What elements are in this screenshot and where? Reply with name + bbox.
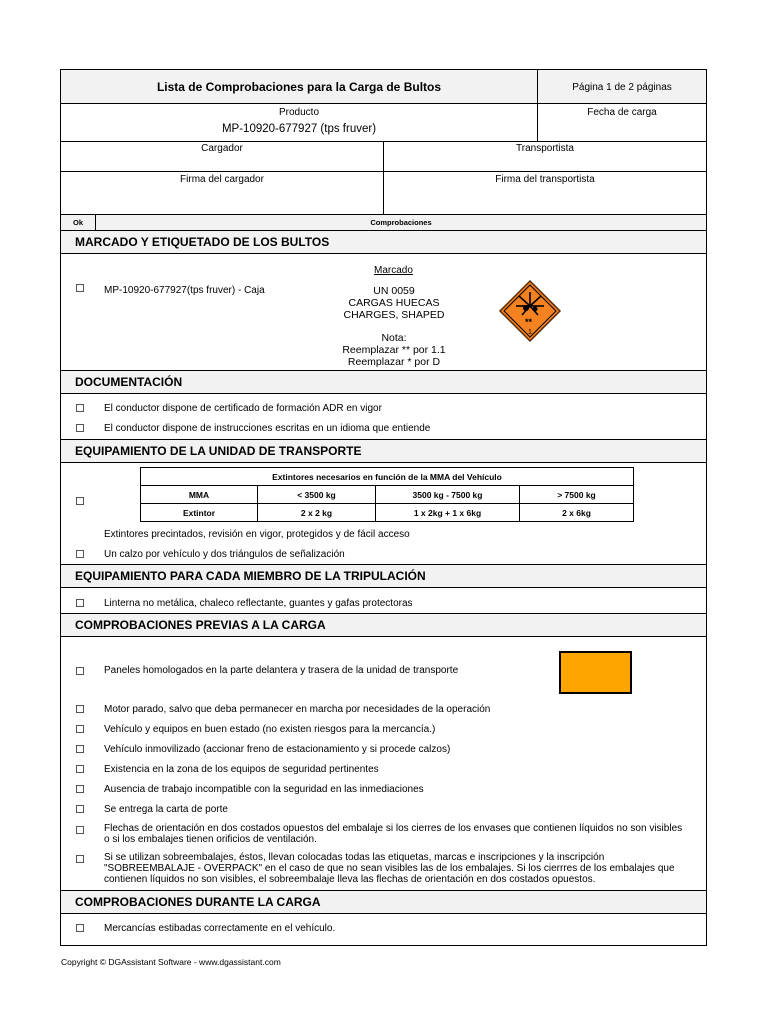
label-division-symbol: ** <box>525 317 533 327</box>
crew-item-1: Linterna no metálica, chaleco reflectante, guantes y gafas protectoras <box>104 598 413 609</box>
divider <box>61 462 706 463</box>
extinguisher-table-title: Extintores necesarios en función de la MMA del Vehículo <box>141 468 634 486</box>
pre-load-item-6: Ausencia de trabajo incompatible con la seguridad en las inmediaciones <box>104 784 424 795</box>
checkbox-pre-load-7[interactable] <box>76 805 84 813</box>
ok-column-header: Ok <box>73 218 84 227</box>
pre-load-item-3: Vehículo y equipos en buen estado (no existen riesgos para la mercancía.) <box>104 724 436 735</box>
section-title-pre-load: COMPROBACIONES PREVIAS A LA CARGA <box>75 618 326 632</box>
section-title-equipment-unit: EQUIPAMIENTO DE LA UNIDAD DE TRANSPORTE <box>75 444 362 458</box>
checkbox-marking[interactable] <box>76 284 84 292</box>
marcado-label: Marcado <box>374 265 413 276</box>
section-title-during-load: COMPROBACIONES DURANTE LA CARGA <box>75 895 321 909</box>
divider <box>61 171 706 172</box>
carrier-signature-label: Firma del transportista <box>495 174 595 185</box>
checkbox-pre-load-9[interactable] <box>76 855 84 863</box>
checks-column-header: Comprobaciones <box>370 218 432 227</box>
pre-load-item-1: Paneles homologados en la parte delantera y trasera de la unidad de transporte <box>104 665 459 676</box>
extinguisher-table <box>140 467 634 522</box>
checkbox-pre-load-6[interactable] <box>76 785 84 793</box>
page-title: Lista de Comprobaciones para la Carga de Bultos <box>156 80 442 94</box>
table-header-cell: MMA <box>141 486 258 504</box>
doc-item-1: El conductor dispone de certificado de formación ADR en vigor <box>104 403 382 414</box>
checkbox-pre-load-2[interactable] <box>76 705 84 713</box>
pre-load-item-2: Motor parado, salvo que deba permanecer en marcha por necesidades de la operación <box>104 704 491 715</box>
pre-load-item-8: Flechas de orientación en dos costados opuestos del embalaje si los cierres de los envases que contienen líquidos no son visibles o si los embalajes tienen orificios de ventilación. <box>104 823 683 845</box>
divider <box>61 103 706 104</box>
section-title-marking: MARCADO Y ETIQUETADO DE LOS BULTOS <box>75 235 330 249</box>
orange-plate-panel <box>559 651 632 694</box>
table-cell: 2 x 2 kg <box>258 504 376 522</box>
table-cell: Extintor <box>141 504 258 522</box>
checkbox-pre-load-3[interactable] <box>76 725 84 733</box>
table-cell: 2 x 6kg <box>520 504 634 522</box>
equipment-unit-item-1: Extintores precintados, revisión en vigor, protegidos y de fácil acceso <box>104 529 410 540</box>
loader-label: Cargador <box>201 143 243 154</box>
product-value: MP-10920-677927 (tps fruver) <box>221 123 377 135</box>
divider <box>61 913 706 914</box>
note-line-1: Reemplazar ** por 1.1 <box>342 344 446 356</box>
divider <box>61 636 706 637</box>
note-line-2: Reemplazar * por D <box>347 356 441 368</box>
table-header-cell: < 3500 kg <box>258 486 376 504</box>
checkbox-equipment-unit-2[interactable] <box>76 550 84 558</box>
pre-load-item-4: Vehículo inmovilizado (accionar freno de estacionamiento y si procede calzos) <box>104 744 451 755</box>
equipment-unit-item-2: Un calzo por vehículo y dos triángulos de señalización <box>104 549 345 560</box>
carrier-label: Transportista <box>516 143 574 154</box>
doc-item-2: El conductor dispone de instrucciones escritas en un idioma que entiende <box>104 423 431 434</box>
pre-load-item-9: Si se utilizan sobreembalajes, éstos, llevan colocadas todas las etiquetas, marcas e inscripciones y la inscripción "SOBREEMBALAJE - OVERPACK" en el caso de que no sean visibles las de los embalajes. Si los cierrres de los embalajes que contienen líquidos no son visibles, el sobreembalaje lleva las flechas de orientación en dos costados opuestos. <box>104 852 675 885</box>
page-info: Página 1 de 2 páginas <box>572 82 672 93</box>
during-load-item-1: Mercancías estibadas correctamente en el vehículo. <box>104 923 336 934</box>
checkbox-pre-load-4[interactable] <box>76 745 84 753</box>
table-header-cell: > 7500 kg <box>520 486 634 504</box>
checkbox-pre-load-8[interactable] <box>76 826 84 834</box>
section-title-documentation: DOCUMENTACIÓN <box>75 375 183 389</box>
checkbox-during-load-1[interactable] <box>76 924 84 932</box>
checkbox-crew-1[interactable] <box>76 599 84 607</box>
marking-item: MP-10920-677927(tps fruver) - Caja <box>104 285 265 296</box>
checklist-form <box>60 69 707 946</box>
explosive-hazard-label-icon <box>498 279 562 343</box>
checkbox-extinguishers-table[interactable] <box>76 497 84 505</box>
section-title-crew: EQUIPAMIENTO PARA CADA MIEMBRO DE LA TRIPULACIÓN <box>75 569 426 583</box>
checkbox-pre-load-5[interactable] <box>76 765 84 773</box>
note-label: Nota: <box>381 332 407 344</box>
divider <box>61 393 706 394</box>
footer-copyright: Copyright © DGAssistant Software - www.dgassistant.com <box>61 957 281 967</box>
label-class-number: 1 <box>528 329 532 336</box>
proper-shipping-name-es: CARGAS HUECAS <box>348 297 440 309</box>
divider <box>61 253 706 254</box>
pre-load-item-7: Se entrega la carta de porte <box>104 804 228 815</box>
checkbox-doc-2[interactable] <box>76 424 84 432</box>
proper-shipping-name-en: CHARGES, SHAPED <box>343 309 445 321</box>
pre-load-item-5: Existencia en la zona de los equipos de seguridad pertinentes <box>104 764 379 775</box>
product-label: Producto <box>278 107 320 118</box>
divider <box>61 587 706 588</box>
load-date-label: Fecha de carga <box>587 107 657 118</box>
table-cell: 1 x 2kg + 1 x 6kg <box>376 504 520 522</box>
un-number: UN 0059 <box>373 285 415 297</box>
table-header-cell: 3500 kg - 7500 kg <box>376 486 520 504</box>
loader-signature-label: Firma del cargador <box>180 174 264 185</box>
checkbox-doc-1[interactable] <box>76 404 84 412</box>
checkbox-pre-load-1[interactable] <box>76 667 84 675</box>
